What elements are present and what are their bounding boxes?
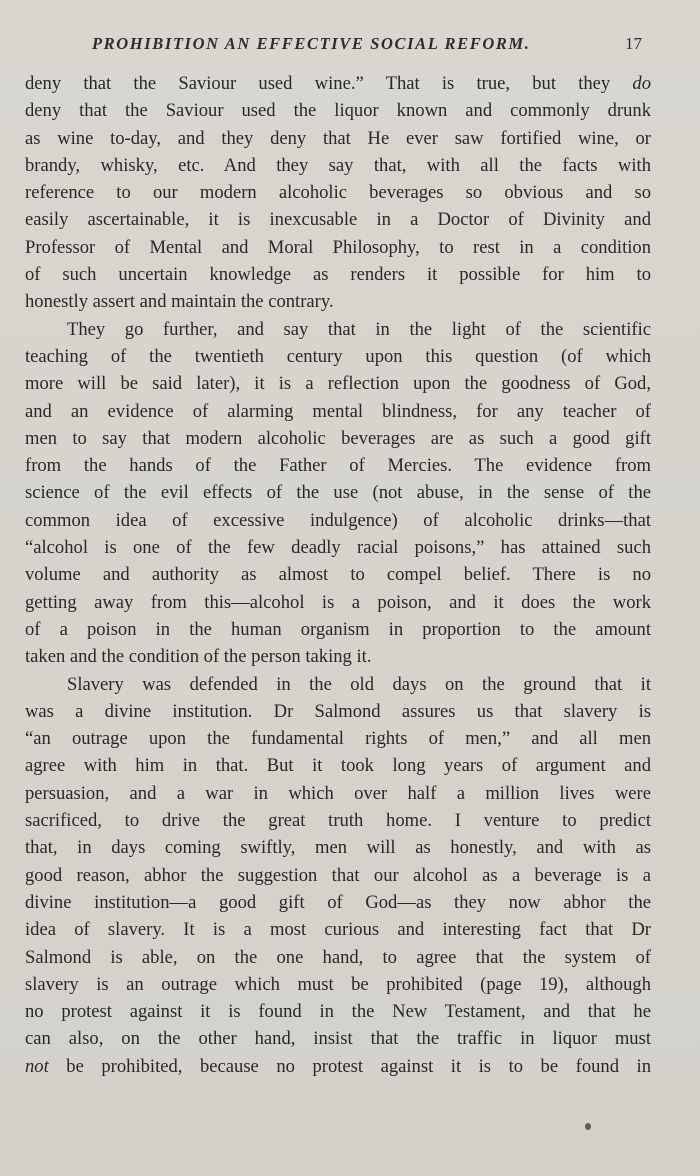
- text-line: slavery is an outrage which must be prohibited (page 19), although: [25, 973, 651, 995]
- page-number: 17: [625, 34, 642, 53]
- text-line: taken and the condition of the person taking it.: [25, 646, 372, 668]
- text-line: as wine to-day, and they deny that He ever saw fortified wine, or: [25, 127, 651, 149]
- text-line: science of the evil effects of the use (not abuse, in the sense of the: [25, 482, 651, 504]
- text-line: that, in days coming swiftly, men will as honestly, and with as: [25, 837, 651, 859]
- text-line: getting away from this—alcohol is a poison, and it does the work: [25, 591, 651, 613]
- text-line: good reason, abhor the suggestion that our alcohol as a beverage is a: [25, 864, 651, 886]
- text-line: no protest against it is found in the New Testament, and that he: [25, 1001, 651, 1023]
- text-line: deny that the Saviour used wine.” That is true, but they do: [25, 73, 651, 94]
- text-line: idea of slavery. It is a most curious and interesting fact that Dr: [25, 919, 651, 941]
- text-line: divine institution—a good gift of God—as they now abhor the: [25, 891, 651, 913]
- text-line: volume and authority as almost to compel belief. There is no: [25, 564, 651, 586]
- text-line: men to say that modern alcoholic beverages are as such a good gift: [25, 427, 651, 449]
- text-line: more will be said later), it is a reflection upon the goodness of God,: [25, 373, 651, 395]
- text-line: Slavery was defended in the old days on the ground that it: [67, 673, 651, 695]
- text-line: honestly assert and maintain the contrary.: [25, 291, 334, 313]
- text-line: and an evidence of alarming mental blindness, for any teacher of: [25, 400, 651, 422]
- text-line: of such uncertain knowledge as renders it possible for him to: [25, 264, 651, 286]
- text-line: teaching of the twentieth century upon this question (of which: [25, 345, 651, 367]
- text-line: easily ascertainable, it is inexcusable in a Doctor of Divinity and: [25, 209, 651, 231]
- text-line: can also, on the other hand, insist that the traffic in liquor must: [25, 1028, 651, 1050]
- text-line: reference to our modern alcoholic beverages so obvious and so: [25, 182, 651, 204]
- text-line: “an outrage upon the fundamental rights of men,” and all men: [25, 728, 651, 750]
- text-line: sacrificed, to drive the great truth home. I venture to predict: [25, 810, 651, 832]
- printer-ornament: [585, 1123, 591, 1130]
- text-line: was a divine institution. Dr Salmond assures us that slavery is: [25, 700, 651, 722]
- text-line: brandy, whisky, etc. And they say that, with all the facts with: [25, 154, 651, 176]
- text-line: of a poison in the human organism in proportion to the amount: [25, 618, 651, 640]
- text-line: from the hands of the Father of Mercies. The evidence from: [25, 455, 651, 477]
- text-line: “alcohol is one of the few deadly racial poisons,” has attained such: [25, 537, 651, 559]
- text-line: They go further, and say that in the light of the scientific: [67, 318, 651, 340]
- text-line: agree with him in that. But it took long years of argument and: [25, 755, 651, 777]
- text-line: persuasion, and a war in which over half a million lives were: [25, 782, 651, 804]
- text-line: Professor of Mental and Moral Philosophy, to rest in a condition: [25, 236, 651, 258]
- running-head: [92, 34, 642, 58]
- text-line: Salmond is able, on the one hand, to agree that the system of: [25, 946, 651, 968]
- text-line: not be prohibited, because no protest against it is to be found in: [25, 1055, 651, 1077]
- running-title: PROHIBITION AN EFFECTIVE SOCIAL REFORM.: [92, 34, 531, 53]
- text-line: deny that the Saviour used the liquor known and commonly drunk: [25, 100, 651, 122]
- text-line: common idea of excessive indulgence) of alcoholic drinks—that: [25, 509, 651, 531]
- body-text: [25, 70, 651, 1080]
